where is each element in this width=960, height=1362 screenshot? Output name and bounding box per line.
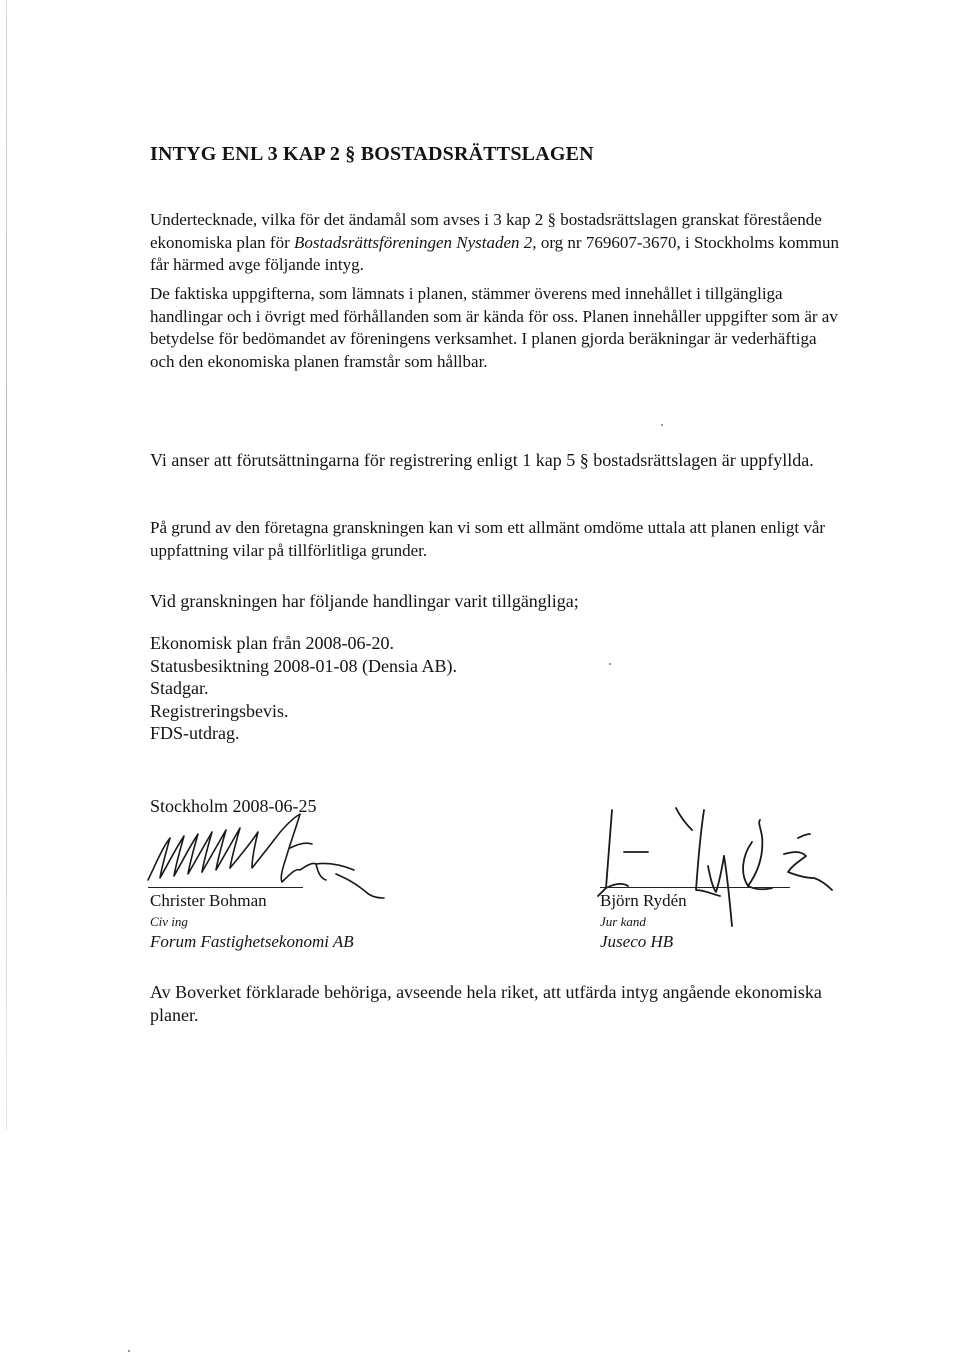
signatory-company: Juseco HB — [600, 932, 674, 951]
documents-list — [150, 632, 457, 745]
signatory-left — [150, 890, 354, 953]
signatory-title: Civ ing — [150, 914, 188, 929]
scan-speck — [128, 1350, 130, 1352]
list-item: Ekonomisk plan från 2008-06-20. — [150, 633, 394, 653]
judgement-paragraph: På grund av den företagna granskningen kan vi som ett allmänt omdöme uttala att planen enligt vår uppfattning vilar på tillförlitliga grunder. — [150, 518, 826, 560]
association-name: Bostadsrättsföreningen Nystaden 2, — [294, 232, 537, 252]
list-item: Statusbesiktning 2008-01-08 (Densia AB). — [150, 655, 457, 676]
facts-paragraph: De faktiska uppgifterna, som lämnats i planen, stämmer överens med innehållet i tillgängliga handlingar och i övrigt med förhållanden som är kända för oss. Planen innehåller uppgifter som är av betydelse för bedömandet av föreningens verksamhet. I planen gjorda beräkningar är vederhäftiga och den ekonomiska planen framstår som hållbar. — [150, 284, 838, 371]
intro-paragraph — [150, 209, 840, 277]
scan-speck — [661, 424, 663, 426]
signatory-name: Björn Rydén — [600, 891, 687, 910]
registration-paragraph: Vi anser att förutsättningarna för registrering enligt 1 kap 5 § bostadsrättslagen är uppfyllda. — [150, 450, 814, 470]
signatory-right — [600, 890, 687, 953]
scan-edge — [6, 0, 7, 1130]
scan-speck — [609, 663, 611, 665]
document-title: INTYG ENL 3 KAP 2 § BOSTADSRÄTTSLAGEN — [150, 143, 594, 165]
intro-text-start: Undertecknade, vilka för det ändamål som avses i 3 kap 2 § bostadsrättslagen granskat förestående ekonomiska plan för — [150, 210, 822, 252]
authorization-paragraph: Av Boverket förklarade behöriga, avseende hela riket, att utfärda intyg angående ekonomiska planer. — [150, 982, 822, 1025]
list-item: Stadgar. — [150, 678, 209, 698]
signature-line-right — [600, 887, 790, 888]
place-date: Stockholm 2008-06-25 — [150, 796, 317, 816]
signatory-name: Christer Bohman — [150, 891, 267, 910]
signature-line-left — [148, 887, 303, 888]
list-item: Registreringsbevis. — [150, 700, 289, 721]
documents-intro: Vid granskningen har följande handlingar varit tillgängliga; — [150, 591, 579, 611]
intro-text-end: org nr 769607-3670, i Stockholms kommun får härmed avge följande intyg. — [150, 232, 839, 274]
signatory-title: Jur kand — [600, 914, 646, 929]
list-item: FDS-utdrag. — [150, 723, 240, 743]
signatory-company: Forum Fastighetsekonomi AB — [150, 932, 354, 951]
